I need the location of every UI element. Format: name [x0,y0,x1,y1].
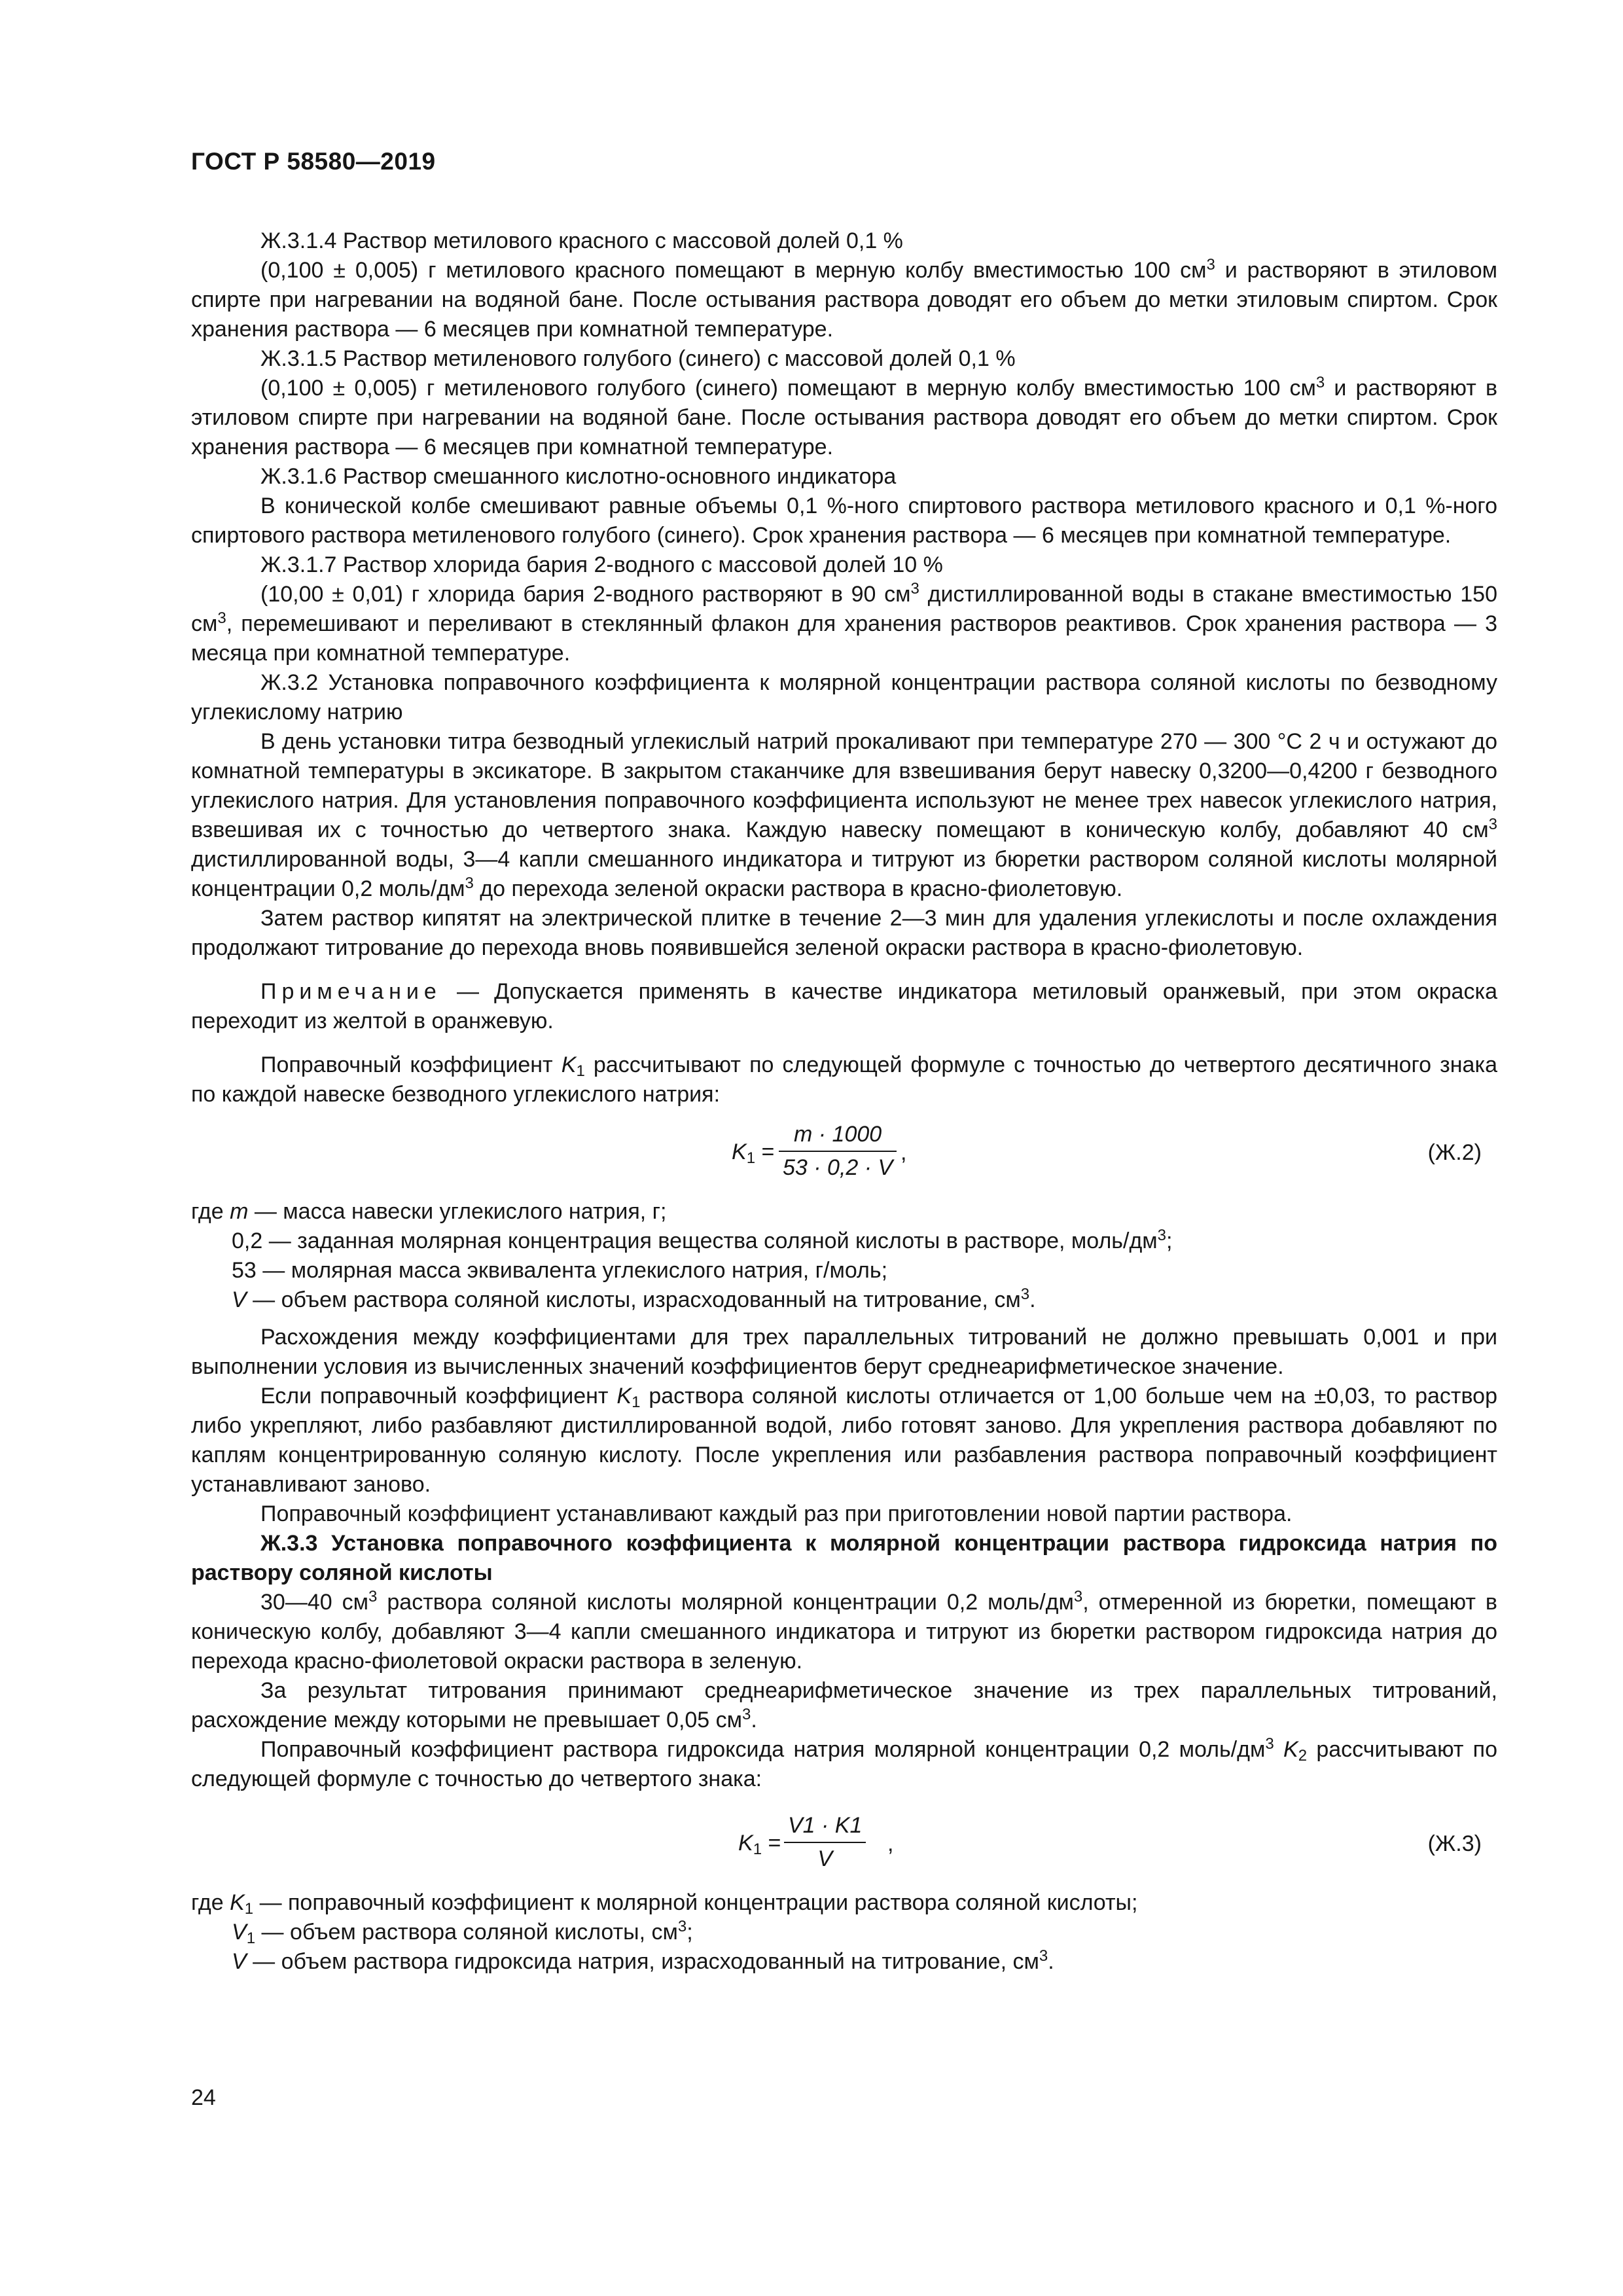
section-title: Ж.3.1.4 Раствор метилового красного с массовой долей 0,1 % [260,228,903,253]
formula-numerator: m · 1000 [794,1122,882,1147]
paragraph: Расхождения между коэффициентами для трех параллельных титрований не должно превышать 0,001 и при выполнении условия из вычисленных значений коэффициентов берут среднеарифметическое значение. [191,1325,1497,1379]
formula-numerator: V1 · K1 [788,1813,863,1838]
paragraph: В конической колбе смешивают равные объемы 0,1 %-ного спиртового раствора метилового красного и 0,1 %-ного спиртового раствора метиленового голубого (синего). Срок хранения раствора — 6 месяцев при комнатной температуре. [191,493,1497,548]
paragraph: Поправочный коэффициент устанавливают каждый раз при приготовлении новой партии раствора. [260,1501,1293,1526]
paragraph: Поправочный коэффициент $K_1$ рассчитывают по следующей формуле с точностью до четвертого десятичного знака по каждой навеске безводного углекислого натрия: [191,1052,1497,1107]
section-title: Ж.3.1.5 Раствор метиленового голубого (синего) с массовой долей 0,1 % [260,346,1016,371]
formula-lhs: $K_1$ = [732,1139,775,1167]
legend-item: где m — масса навески углекислого натрия, г; [191,1199,667,1224]
paragraph: В день установки титра безводный углекислый натрий прокаливают при температуре 270 — 300 °С 2 ч и остужают до комнатной температуры в эксикаторе. В закрытом стаканчике для взвешивания берут навеску 0,3200—0,4200 г безводного углекислого натрия. Для установления поправочного коэффициента используют не менее трех навесок углекислого натрия, взвешивая их с точностью до четвертого знака. Каждую навеску помещают в коническую колбу, добавляют 40 $см^3$ дистиллированной воды, 3—4 капли смешанного индикатора и титруют из бюретки раствором соляной кислоты молярной концентрации 0,2 моль/$дм^3$ до перехода зеленой окраски раствора в красно-фиолетовую. [191,729,1497,901]
formula-number: (Ж.3) [1427,1831,1482,1856]
body-text [191,226,1497,1977]
paragraph: Если поправочный коэффициент $K_1$ раствора соляной кислоты отличается от 1,00 больше чем на ±0,03, то раствор либо укрепляют, либо разбавляют дистиллированной водой, либо готовят заново. Для укрепления раствора добавляют по каплям концентрированную соляную кислоту. После укрепления или разбавления раствора поправочный коэффициент устанавливают заново. [191,1384,1497,1497]
paragraph: Поправочный коэффициент раствора гидроксида натрия молярной концентрации 0,2 моль/$дм^3$ $K_2$ рассчитывают по следующей формуле с точностью до четвертого знака: [191,1735,1498,1791]
legend-item: где $K_1$ — поправочный коэффициент к молярной концентрации раствора соляной кислоты; [191,1890,1138,1918]
paragraph: 30—40 $см^3$ раствора соляной кислоты молярной концентрации 0,2 моль/$дм^3$, отмеренной из бюретки, помещают в коническую колбу, добавляют 3—4 капли смешанного индикатора и титруют из бюретки раствором гидроксида натрия до перехода красно-фиолетовой окраски раствора в зеленую. [191,1588,1497,1674]
note: Примечание — Допускается применять в качестве индикатора метиловый оранжевый, при этом окраска переходит из желтой в оранжевую. [191,979,1497,1033]
formula-zh2: $K_1$ = m · 1000 53 · 0,2 · V , (Ж.2) [191,1120,1497,1185]
section-title: Ж.3.1.6 Раствор смешанного кислотно-основного индикатора [260,464,897,489]
note-label: Примечание [260,979,442,1004]
legend-item: V — объем раствора гидроксида натрия, израсходованный на титрование, $см^3$. [232,1947,1054,1974]
legend-item: 53 — молярная масса эквивалента углекислого натрия, г/моль; [232,1258,888,1283]
formula-fraction [784,1811,866,1874]
paragraph: За результат титрования принимают среднеарифметическое значение из трех параллельных титрований, расхождение между которыми не превышает 0,05 $см^3$. [191,1678,1497,1732]
formula-fraction [779,1120,897,1183]
document-header: ГОСТ Р 58580—2019 [191,148,436,175]
paragraph: (10,00 ± 0,01) г хлорида бария 2-водного растворяют в 90 $см^3$ дистиллированной воды в стакане вместимостью 150 $см^3$, перемешивают и переливают в стеклянный флакон для хранения растворов реактивов. Срок хранения раствора — 3 месяца при комнатной температуре. [191,580,1497,666]
formula-lhs: $K_1$ = [738,1831,781,1858]
legend-item: 0,2 — заданная молярная концентрация вещества соляной кислоты в растворе, моль/$дм^3$; [232,1227,1173,1253]
paragraph: Затем раствор кипятят на электрической плитке в течение 2—3 мин для удаления углекислоты и после охлаждения продолжают титрование до перехода вновь появившейся зеленой окраски раствора в красно-фиолетовую. [191,906,1497,960]
page-number: 24 [191,2085,216,2110]
formula-number: (Ж.2) [1427,1140,1482,1165]
paragraph: (0,100 ± 0,005) г метиленового голубого (синего) помещают в мерную колбу вместимостью 100 $см^3$ и растворяют в этиловом спирте при нагревании на водяной бане. После остывания раствора доводят его объем до метки спиртом. Срок хранения раствора — 6 месяцев при комнатной температуре. [191,374,1498,459]
legend-item: $V_1$ — объем раствора соляной кислоты, $см^3$; [232,1918,693,1947]
legend-item: V — объем раствора соляной кислоты, израсходованный на титрование, $см^3$. [232,1285,1036,1312]
section-title: Ж.3.2 Установка поправочного коэффициента к молярной концентрации раствора соляной кислоты по безводному углекислому натрию [191,670,1497,725]
section-title: Ж.3.1.7 Раствор хлорида бария 2-водного с массовой долей 10 % [260,552,943,577]
formula-zh3: $K_1$ = V1 · K1 V , (Ж.3) [191,1811,1497,1876]
formula-denominator: V [817,1846,833,1871]
paragraph: (0,100 ± 0,005) г метилового красного помещают в мерную колбу вместимостью 100 $см^3$ и растворяют в этиловом спирте при нагревании на водяной бане. После остывания раствора доводят его объем до метки этиловым спиртом. Срок хранения раствора — 6 месяцев при комнатной температуре. [191,256,1497,342]
formula-denominator: 53 · 0,2 · V [783,1155,893,1180]
section-title: Ж.3.3 Установка поправочного коэффициента к молярной концентрации раствора гидроксида натрия по раствору соляной кислоты [191,1531,1497,1585]
